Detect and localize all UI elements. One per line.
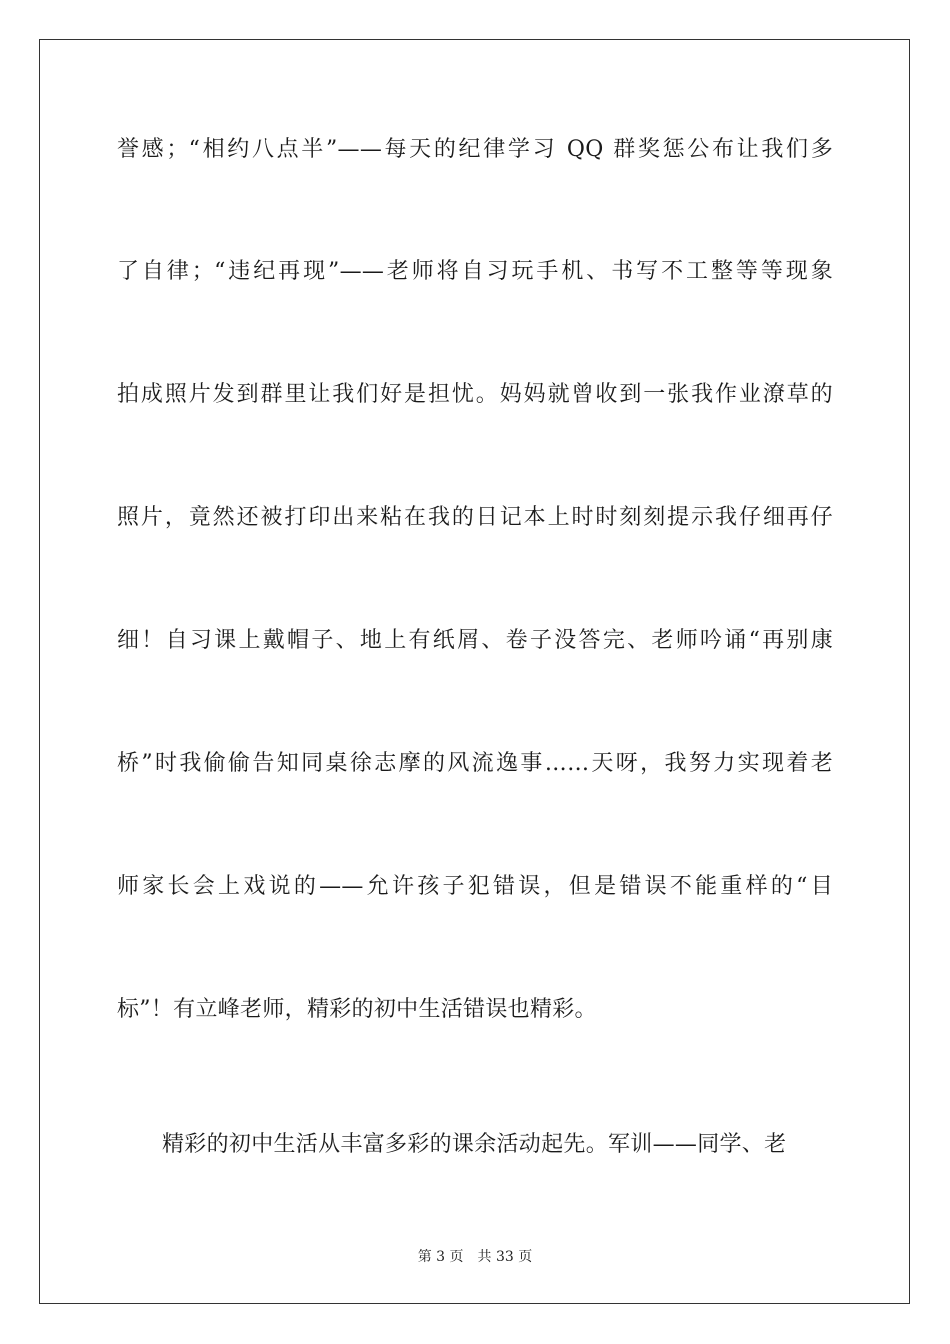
text-line: 师家长会上戏说的——允许孩子犯错误，但是错误不能重样的“目 [117, 874, 833, 899]
text-line: 细！自习课上戴帽子、地上有纸屑、卷子没答完、老师吟诵“再别康 [117, 628, 833, 653]
text-line: 了自律；“违纪再现”——老师将自习玩手机、书写不工整等等现象 [117, 259, 833, 284]
text-line: 标”！有立峰老师，精彩的初中生活错误也精彩。 [117, 997, 597, 1022]
text-line: 桥”时我偷偷告知同桌徐志摩的风流逸事……天呀，我努力实现着老 [117, 751, 833, 776]
paragraph-first-line: 精彩的初中生活从丰富多彩的课余活动起先。军训——同学、老 [162, 1132, 787, 1157]
page-border [39, 39, 910, 1304]
page-number-footer: 第 3 页 共 33 页 [417, 1249, 533, 1265]
text-line: 照片，竟然还被打印出来粘在我的日记本上时时刻刻提示我仔细再仔 [117, 505, 833, 530]
text-line: 誉感；“相约八点半”——每天的纪律学习 QQ 群奖惩公布让我们多 [117, 137, 833, 162]
text-line: 拍成照片发到群里让我们好是担忧。妈妈就曾收到一张我作业潦草的 [117, 382, 833, 407]
